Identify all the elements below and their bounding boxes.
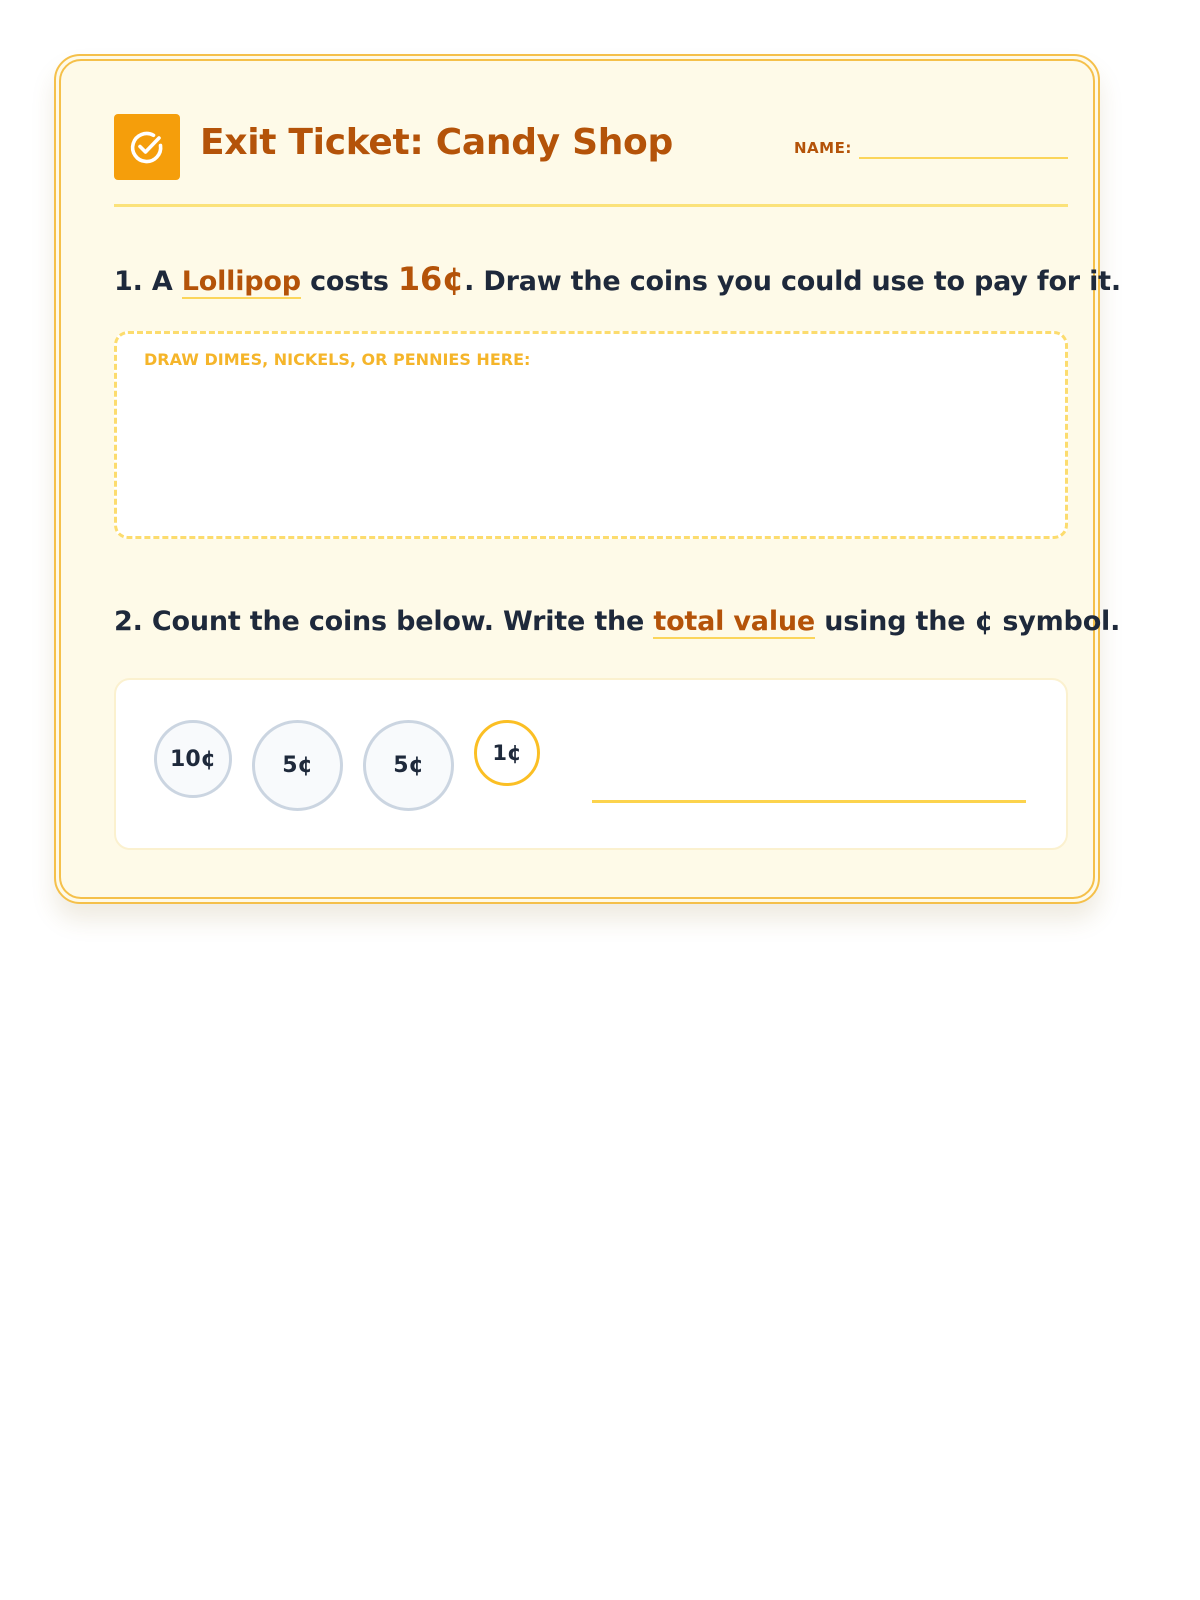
question-1-item: Lollipop [181,266,301,297]
coin-penny: 1¢ [474,720,540,786]
question-1 [114,260,1121,298]
question-1-price: 16¢ [397,260,465,298]
question-2 [114,606,1120,637]
question-1-mid: costs [310,266,389,297]
question-2-post: using the ¢ symbol. [824,606,1121,637]
name-input-line[interactable] [859,157,1068,159]
question-2-number: 2. [114,606,143,637]
coin-nickel: 5¢ [363,720,454,811]
drawing-area-label: DRAW DIMES, NICKELS, OR PENNIES HERE: [144,350,531,369]
exit-ticket-card [54,54,1121,904]
question-2-highlight: total value [653,606,816,637]
name-label: NAME: [794,139,852,157]
question-1-number: 1. [114,266,143,297]
coin-counting-area [114,678,1068,850]
ticket-header [114,114,1068,207]
coin-dime: 10¢ [154,720,232,798]
drawing-area[interactable] [114,331,1068,539]
question-2-pre: Count the coins below. Write the [151,606,645,637]
question-1-post: . Draw the coins you could use to pay for it. [464,266,1121,297]
circle-check-icon [114,114,180,180]
total-value-answer-line[interactable] [592,800,1026,803]
question-1-pre: A [151,266,173,297]
page-title: Exit Ticket: Candy Shop [200,122,673,163]
coin-nickel: 5¢ [252,720,343,811]
